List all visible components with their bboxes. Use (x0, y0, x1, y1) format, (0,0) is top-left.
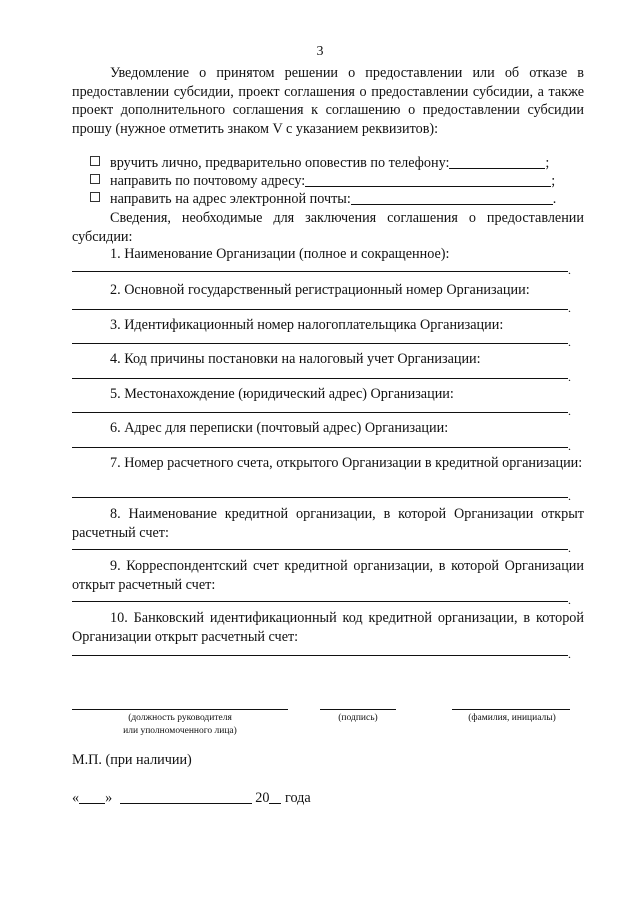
notification-request-paragraph: Уведомление о принятом решении о предоставлении или об отказе в предоставлении субсидии, проект соглашения о предоставлении субсидии, а также проект дополнительного соглашения к соглашению о предоставлении субсидии прошу (нужное отметить знаком V с указанием реквизитов): (72, 65, 584, 137)
position-caption (100, 712, 260, 738)
checkbox-icon[interactable] (90, 156, 100, 166)
option-tail: ; (551, 173, 556, 189)
signature-caption: (подпись) (338, 713, 378, 723)
line-end: . (568, 593, 571, 607)
item-organization-name: 1. Наименование Организации (полное и сокращенное): (110, 246, 450, 262)
kpp-field[interactable] (72, 378, 568, 379)
ogrn-field[interactable] (72, 309, 568, 310)
option-send-by-email[interactable] (90, 190, 584, 208)
date-line (72, 790, 311, 807)
year-field[interactable] (269, 790, 281, 804)
item-ogrn: 2. Основной государственный регистрационный номер Организации: (110, 282, 530, 298)
email-field[interactable] (351, 191, 553, 205)
item-legal-address: 5. Местонахождение (юридический адрес) Организации: (110, 386, 454, 402)
line-end: . (568, 263, 571, 277)
month-field[interactable] (120, 790, 252, 804)
full-name-field[interactable] (452, 709, 570, 710)
checkbox-icon[interactable] (90, 192, 100, 202)
item-bank-name: 8. Наименование кредитной организации, в которой Организации открыт расчетный счет: (72, 506, 584, 541)
line-end: . (568, 541, 571, 555)
signature-field[interactable] (320, 709, 396, 710)
position-caption-line1: (должность руководителя (128, 713, 232, 723)
checkbox-icon[interactable] (90, 174, 100, 184)
year-suffix: года (285, 790, 311, 806)
item-postal-address: 6. Адрес для переписки (почтовый адрес) Организации: (110, 420, 449, 436)
item-inn: 3. Идентификационный номер налогоплательщика Организации: (110, 317, 504, 333)
line-end: . (568, 439, 571, 453)
line-end: . (568, 370, 571, 384)
page-number: 3 (316, 44, 324, 59)
organization-name-field[interactable] (72, 271, 568, 272)
item-account-number: 7. Номер расчетного счета, открытого Организации в кредитной организации: (110, 455, 583, 471)
contract-info-heading: Сведения, необходимые для заключения соглашения о предоставлении субсидии: (72, 210, 584, 245)
full-name-caption: (фамилия, инициалы) (468, 713, 556, 723)
item-bik: 10. Банковский идентификационный код кредитной организации, в которой Организации открыт расчетный счет: (72, 610, 584, 645)
mailing-address-field[interactable] (72, 447, 568, 448)
option-tail: . (552, 191, 557, 207)
item-correspondent-account: 9. Корреспондентский счет кредитной организации, в которой Организации открыт расчетный счет: (72, 558, 584, 593)
line-end: . (568, 335, 571, 349)
bank-name-field[interactable] (72, 549, 568, 550)
correspondent-account-field[interactable] (72, 601, 568, 602)
account-number-field[interactable] (72, 497, 568, 498)
line-end: . (568, 489, 571, 503)
option-label: направить по почтовому адресу: (110, 173, 306, 189)
option-label: вручить лично, предварительно оповестив по телефону: (110, 155, 450, 171)
postal-address-field[interactable] (305, 173, 551, 187)
position-caption-line2: или уполномоченного лица) (123, 726, 237, 736)
date-close-quote: » (105, 790, 113, 806)
date-open-quote: « (72, 790, 80, 806)
line-end: . (568, 647, 571, 661)
option-label: направить на адрес электронной почты: (110, 191, 351, 207)
position-field[interactable] (72, 709, 288, 710)
option-tail: ; (545, 155, 550, 171)
item-kpp: 4. Код причины постановки на налоговый учет Организации: (110, 351, 481, 367)
inn-field[interactable] (72, 343, 568, 344)
day-field[interactable] (79, 790, 105, 804)
seal-place: М.П. (при наличии) (72, 752, 192, 768)
option-deliver-in-person[interactable] (90, 154, 584, 172)
year-prefix: 20 (255, 790, 270, 806)
line-end: . (568, 301, 571, 315)
bik-field[interactable] (72, 655, 568, 656)
option-send-by-mail[interactable] (90, 172, 584, 190)
phone-field[interactable] (449, 155, 545, 169)
legal-address-field[interactable] (72, 412, 568, 413)
line-end: . (568, 404, 571, 418)
